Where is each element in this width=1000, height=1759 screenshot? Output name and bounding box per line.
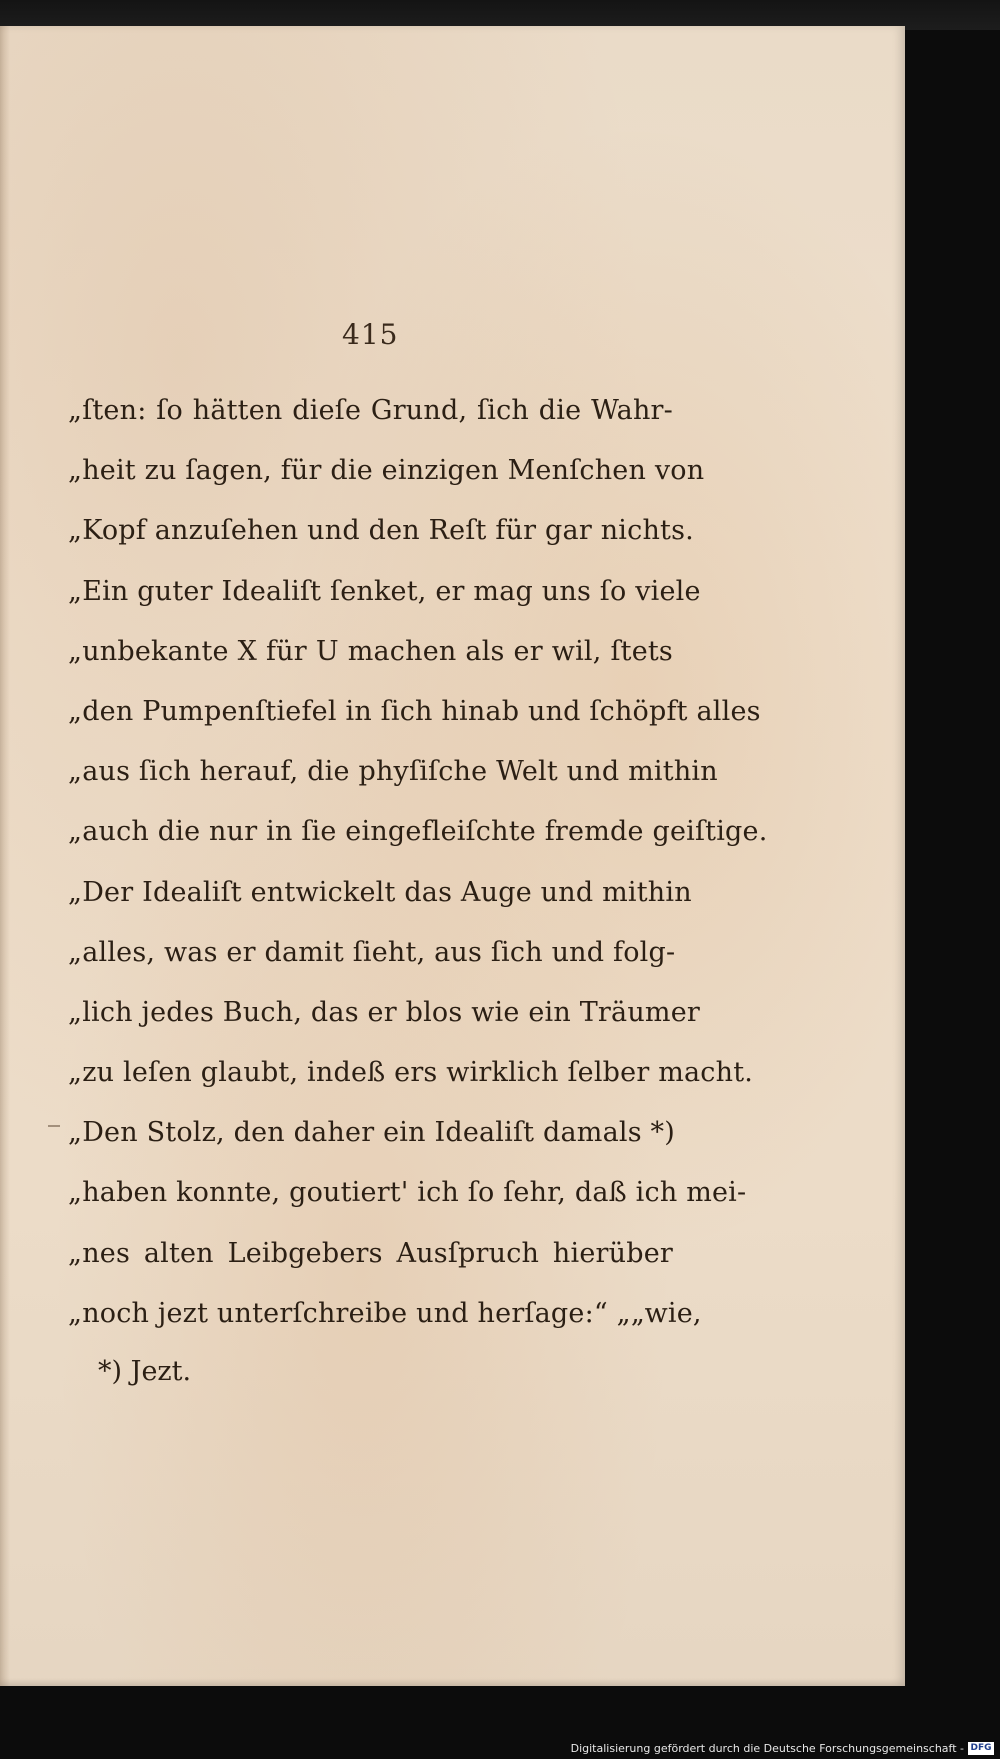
digitization-credit: Digitalisierung gefördert durch die Deutsche Forschungsgemeinschaft - — [570, 1742, 964, 1755]
text-line: „alles, was er damit ſieht, aus ſich und folg- — [68, 936, 676, 968]
text-line: „zu leſen glaubt, indeß ers wirklich ſelber macht. — [68, 1057, 754, 1089]
text-line: „heit zu ſagen, für die einzigen Menſchen von — [68, 455, 705, 487]
text-line: „Den Stolz, den daher ein Idealiſt damals *) — [68, 1117, 675, 1149]
page-number: 415 — [342, 318, 399, 351]
text-line: „auch die nur in ſie eingefleiſchte fremde geiſtige. — [68, 816, 768, 848]
text-line: „Ein guter Idealiſt ſenket, er mag uns ſo viele — [68, 575, 701, 607]
dfg-logo-icon: DFG — [968, 1742, 994, 1755]
text-line: „unbekante X für U machen als er wil, ſtets — [68, 635, 673, 667]
text-line: „noch jezt unterſchreibe und herſage:“ „„wie, — [68, 1297, 702, 1329]
text-line: „lich jedes Buch, das er blos wie ein Träumer — [68, 996, 700, 1028]
book-page — [0, 26, 905, 1686]
text-line: „aus ſich herauf, die phyſiſche Welt und mithin — [68, 756, 718, 788]
text-line: „nes alten Leibgebers Ausſpruch hierüber — [68, 1237, 673, 1269]
footnote: *) Jezt. — [98, 1356, 192, 1387]
text-line: „ſten: ſo hätten dieſe Grund, ſich die Wahr- — [68, 395, 673, 426]
text-line: „Der Idealiſt entwickelt das Auge und mithin — [68, 876, 692, 908]
text-line: „Kopf anzuſehen und den Reſt für gar nichts. — [68, 515, 694, 547]
text-line: „haben konnte, goutiert' ich ſo ſehr, daß ich mei- — [68, 1177, 747, 1209]
text-line: „den Pumpenſtiefel in ſich hinab und ſchöpft alles — [68, 695, 761, 727]
body-text — [68, 381, 768, 1344]
margin-pencil-mark — [48, 1125, 60, 1127]
